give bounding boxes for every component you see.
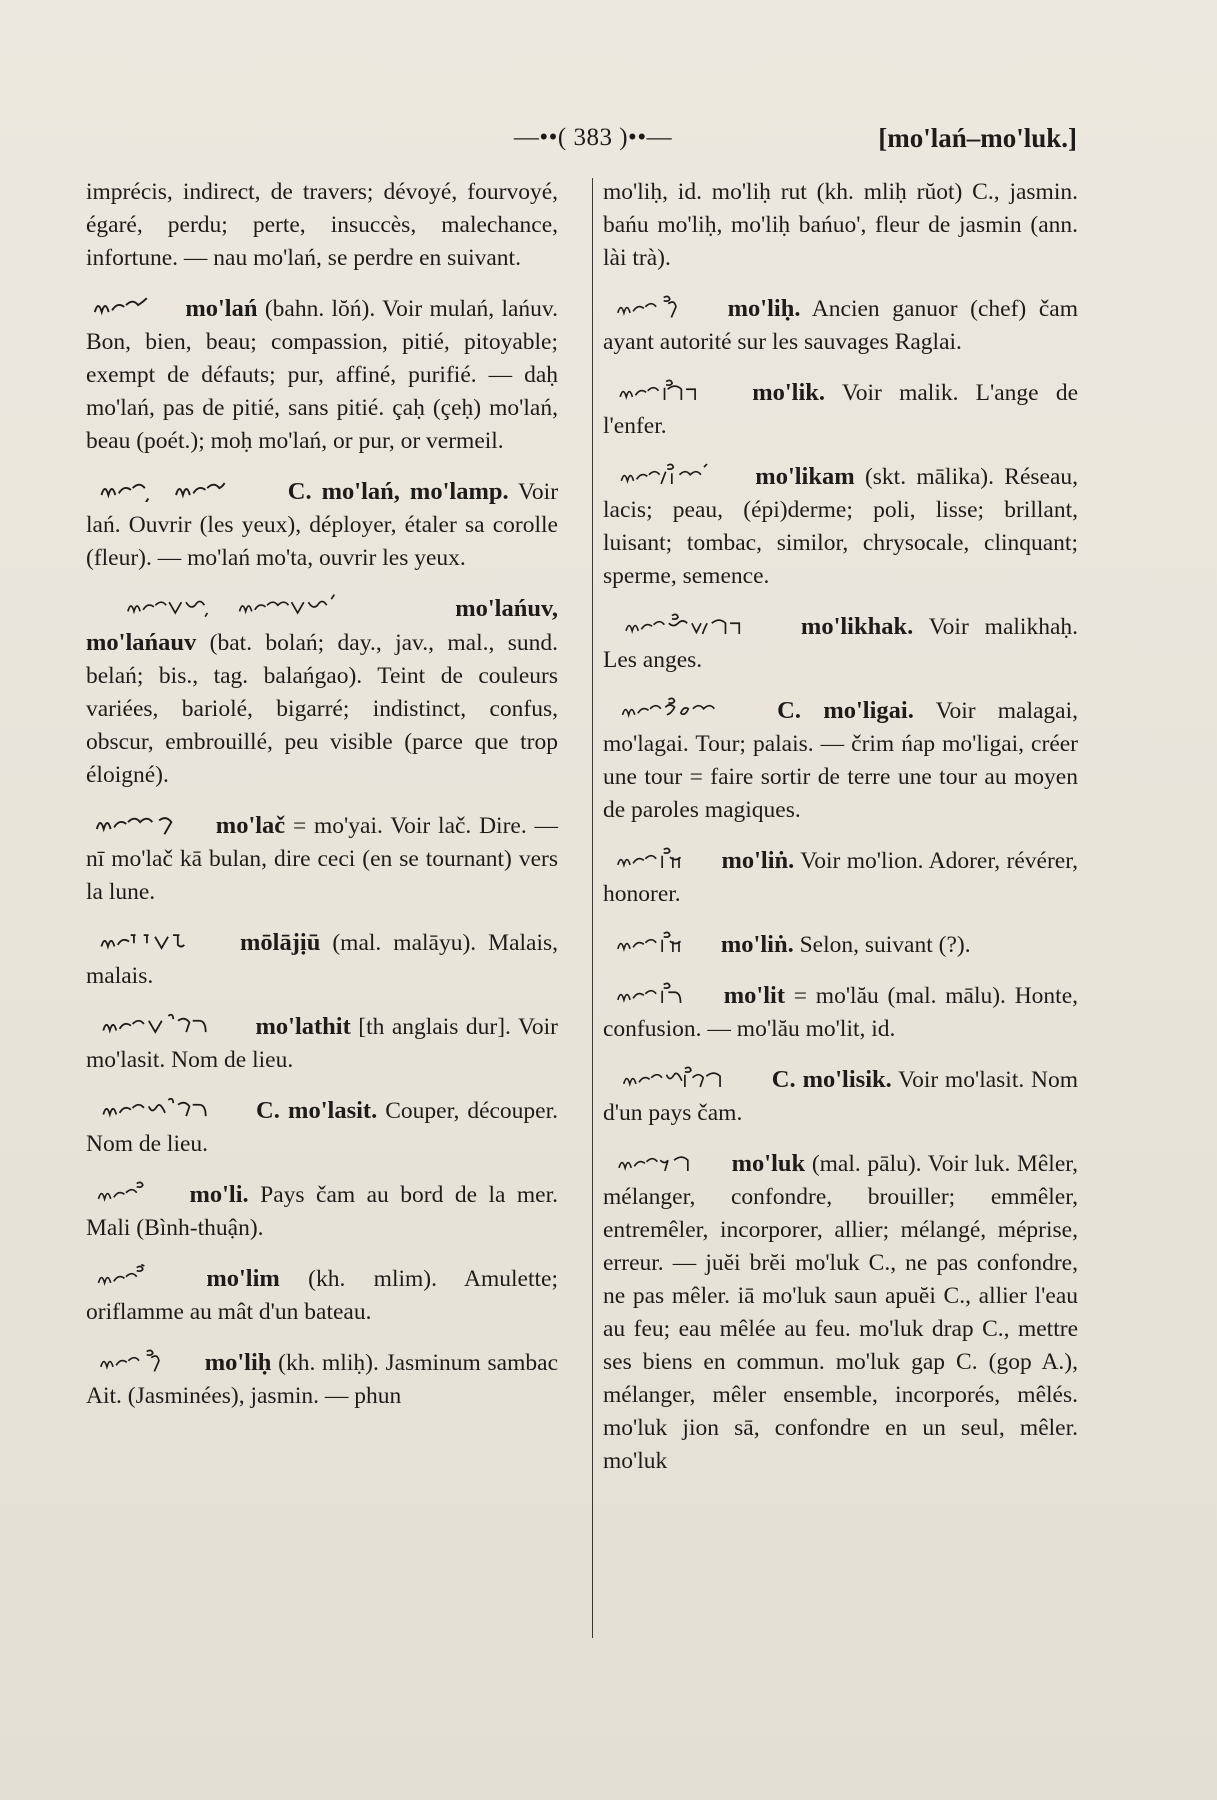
dictionary-entry: [603, 292, 1078, 359]
entry-body: Voir malikhaḥ. Les anges.: [603, 614, 1079, 673]
entry-body: Couper, découper. Nom de lieu.: [86, 1098, 559, 1157]
dictionary-entry: [603, 979, 1078, 1046]
entry-headword: mo'lik.: [752, 379, 826, 406]
entry-headword: C. mo'lań, mo'lamp.: [287, 478, 509, 505]
dictionary-entry: [603, 176, 1078, 275]
cham-script-glyph: [603, 461, 733, 487]
entry-body: mo'liḥ, id. mo'liḥ rut (kh. mliḥ rŭot) C., jasmin. bańu mo'liḥ, mo'liḥ bańuo', fleur de jasmin (ann. lài trà).: [603, 179, 1078, 271]
entry-body: = mo'lău (mal. mālu). Honte, confusion. — mo'lău mo'lit, id.: [603, 983, 1078, 1042]
dictionary-entry: [86, 292, 558, 458]
entry-headword: mo'liṅ.: [721, 847, 795, 874]
entry-body: (bat. bolań; day., jav., mal., sund. belań; bis., tag. balańgao). Teint de couleurs variées, bariolé, bigarré; indistinct, confus, obscur, embrouillé, peu visible (parce que trop éloigné).: [86, 630, 559, 788]
entry-headword: mo'lim: [206, 1265, 280, 1292]
entry-body: (mal. malāyu). Malais, malais.: [86, 930, 559, 989]
entry-body: (kh. mliḥ). Jasminum sambac Ait. (Jasminées), jasmin. — phun: [86, 1350, 558, 1409]
entry-body: Voir mo'lasit. Nom d'un pays čam.: [603, 1067, 1078, 1126]
entry-body: Voir mo'lion. Adorer, révérer, honorer.: [603, 848, 1078, 907]
entry-headword: mo'liṅ.: [720, 931, 794, 958]
entry-body: Selon, suivant (?).: [799, 932, 971, 958]
cham-script-glyph: [603, 980, 703, 1006]
entry-body: (bahn. lŏń). Voir mulań, lańuv. Bon, bien, beau; compassion, pitié, pitoyable; exempt de défauts; pur, affiné, purifié. — daḥ mo'lań, pas de pitié, sans pitié. çaḥ (çeḥ) mo'lań, beau (poét.); moḥ mo'lań, or pur, or vermeil.: [86, 296, 559, 454]
dictionary-entry: [603, 844, 1078, 911]
entry-headword: mo'lańuv, mo'lańauv: [86, 595, 558, 656]
entry-headword: mo'liḥ: [204, 1349, 272, 1376]
dictionary-entry: [603, 694, 1078, 827]
column-divider: [592, 178, 593, 1638]
dictionary-entry: [86, 1010, 558, 1077]
entry-headword: C. mo'ligai.: [777, 697, 914, 724]
entry-headword: mo'li.: [189, 1181, 249, 1208]
cham-script-glyph: [603, 1064, 753, 1090]
entry-body: (mal. pālu). Voir luk. Mêler, mélanger, confondre, brouiller; emmêler, entremêler, incorporer, allier; mélangé, méprise, erreur. — juĕi brĕi mo'luk C., ne pas confondre, ne pas mêler. iā mo'luk saun apuĕi C., allier l'eau au feu; eau mêlée au feu. mo'luk drap C., mettre ses biens en commun. mo'luk gap C. (gop A.), mélanger, mêler ensemble, incorporés, mêlés. mo'luk jion sā, confondre en un seul, mêler. mo'luk: [603, 1151, 1079, 1474]
entry-headword: C. mo'lasit.: [256, 1097, 378, 1124]
entry-body: Voir lań. Ouvrir (les yeux), déployer, étaler sa corolle (fleur). — mo'lań mo'ta, ouvrir les yeux.: [86, 479, 559, 571]
entry-body: [th anglais dur]. Voir mo'lasit. Nom de lieu.: [86, 1014, 559, 1073]
entry-headword: mo'lathit: [255, 1013, 351, 1040]
dictionary-entry: [86, 1094, 558, 1161]
cham-script-glyph: [603, 611, 773, 637]
cham-script-glyph: [603, 293, 703, 319]
cham-script-glyph: [603, 1148, 713, 1174]
dictionary-entry: [86, 1346, 558, 1413]
dictionary-entry: [603, 610, 1078, 677]
entry-headword: mo'lač: [215, 812, 286, 839]
cham-script-glyph: [86, 293, 166, 319]
entry-body: Voir malagai, mo'lagai. Tour; palais. — črim ńap mo'ligai, créer une tour = faire sortir de terre une tour au moyen de paroles magiques.: [603, 698, 1079, 823]
dictionary-entry: [603, 928, 1078, 962]
dictionary-entry: [603, 376, 1078, 443]
left-column: [86, 176, 558, 1430]
cham-script-glyph: [603, 845, 703, 871]
dictionary-entry: [86, 176, 558, 275]
cham-script-glyph: [86, 1179, 166, 1205]
dictionary-entry: [603, 1063, 1078, 1130]
entry-body: Ancien ganuor (chef) čam ayant autorité sur les sauvages Raglai.: [603, 296, 1078, 355]
entry-headword: mo'luk: [731, 1150, 806, 1177]
entry-headword: mo'lań: [185, 295, 258, 322]
entry-body: = mo'yai. Voir lač. Dire. — nī mo'lač kā bulan, dire ceci (en se tournant) vers la lune.: [86, 813, 558, 905]
dictionary-entry: [603, 1147, 1078, 1478]
dictionary-entry: [86, 592, 558, 792]
dictionary-entry: [86, 809, 558, 909]
entry-headword: C. mo'lisik.: [771, 1066, 892, 1093]
cham-script-glyph: [86, 927, 216, 953]
entry-headword: mōlājịū: [240, 929, 321, 956]
page-number: —••( 383 )••—: [513, 124, 673, 151]
cham-script-glyph: [603, 377, 723, 403]
entry-body: Pays čam au bord de la mer. Mali (Bình-thuận).: [86, 1182, 559, 1241]
cham-script-glyph: [86, 593, 416, 619]
entry-body: (kh. mlim). Amulette; oriflamme au mât d'un bateau.: [86, 1266, 559, 1325]
guide-words: [mo'lań–mo'luk.]: [878, 123, 1077, 153]
cham-script-glyph: [86, 476, 266, 502]
entry-headword: mo'likhak.: [800, 613, 914, 640]
cham-script-glyph: [86, 1263, 166, 1289]
entry-headword: mo'lit: [723, 982, 786, 1009]
entry-headword: mo'likam: [755, 463, 855, 490]
entry-headword: mo'liḥ.: [727, 295, 801, 322]
entry-body: Voir malik. L'ange de l'enfer.: [603, 380, 1078, 439]
entry-body: (skt. mālika). Réseau, lacis; peau, (épi)derme; poli, lisse; brillant, luisant; tombac, similor, chrysocale, clinquant; sperme, semence.: [603, 464, 1079, 589]
cham-script-glyph: [603, 695, 743, 721]
right-column: [603, 176, 1078, 1495]
dictionary-entry: [86, 475, 558, 575]
dictionary-entry: [86, 1262, 558, 1329]
dictionary-entry: [86, 926, 558, 993]
cham-script-glyph: [86, 1011, 236, 1037]
entry-body: imprécis, indirect, de travers; dévoyé, fourvoyé, égaré, perdu; perte, insuccès, malechance, infortune. — nau mo'lań, se perdre en suivant.: [86, 179, 558, 271]
dictionary-entry: [603, 460, 1078, 593]
cham-script-glyph: [86, 1095, 236, 1121]
cham-script-glyph: [603, 929, 703, 955]
cham-script-glyph: [86, 1347, 186, 1373]
dictionary-entry: [86, 1178, 558, 1245]
cham-script-glyph: [86, 810, 196, 836]
